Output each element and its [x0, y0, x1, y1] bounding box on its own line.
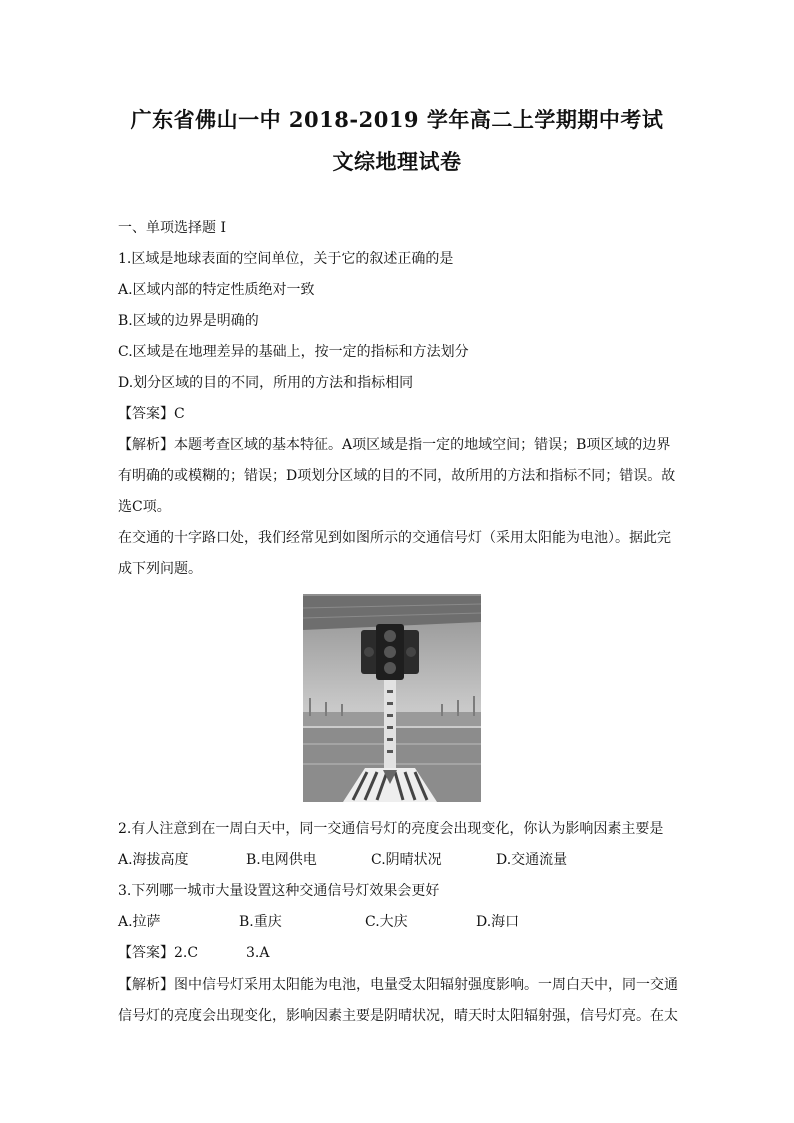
question-3-option-a: A.拉萨 [118, 914, 161, 930]
question-1-option-c: C.区域是在地理差异的基础上，按一定的指标和方法划分 [118, 344, 469, 360]
question-2-option-d: D.交通流量 [496, 852, 568, 868]
passage-intro: 在交通的十字路口处，我们经常见到如图所示的交通信号灯（采用太阳能为电池）。据此完成下列问题。 [118, 530, 671, 577]
question-2-option-c: C.阴晴状况 [371, 852, 442, 868]
question-3-option-b: B.重庆 [239, 914, 282, 930]
question-1-option-d: D.划分区域的目的不同，所用的方法和指标相同 [118, 375, 414, 391]
question-2-option-a: A.海拔高度 [118, 852, 189, 868]
question-1-option-b: B.区域的边界是明确的 [118, 313, 259, 329]
answers-2-3 [118, 944, 678, 962]
question-1-answer: 【答案】C [118, 406, 185, 422]
question-3-option-d: D.海口 [476, 914, 520, 930]
question-1-analysis: 【解析】本题考查区域的基本特征。A项区域是指一定的地域空间；错误；B项区域的边界有明确的或模糊的；错误；D项划分区域的目的不同，故所用的方法和指标不同；错误。故选C项。 [118, 437, 676, 515]
question-1-stem: 1.区域是地球表面的空间单位，关于它的叙述正确的是 [118, 251, 454, 267]
question-3-options [118, 913, 678, 931]
question-3-option-c: C.大庆 [365, 914, 408, 930]
answer-2: 【答案】2.C [118, 945, 199, 961]
question-1-option-a: A.区域内部的特定性质绝对一致 [118, 282, 315, 298]
traffic-light-photo [303, 594, 481, 802]
question-2-stem: 2.有人注意到在一周白天中，同一交通信号灯的亮度会出现变化，你认为影响因素主要是 [118, 821, 664, 837]
document-subtitle: 文综地理试卷 [332, 149, 462, 174]
answer-3: 3.A [246, 945, 270, 961]
section-heading: 一、单项选择题 I [118, 220, 226, 236]
analysis-2-3: 【解析】图中信号灯采用太阳能为电池，电量受太阳辐射强度影响。一周白天中，同一交通信号灯的亮度会出现变化，影响因素主要是阴晴状况，晴天时太阳辐射强，信号灯亮。在太 [118, 977, 678, 1024]
document-title: 广东省佛山一中 2018-2019 学年高二上学期期中考试 [130, 107, 664, 132]
question-2-option-b: B.电网供电 [246, 852, 317, 868]
question-2-options [118, 851, 678, 869]
question-3-stem: 3.下列哪一城市大量设置这种交通信号灯效果会更好 [118, 883, 440, 899]
